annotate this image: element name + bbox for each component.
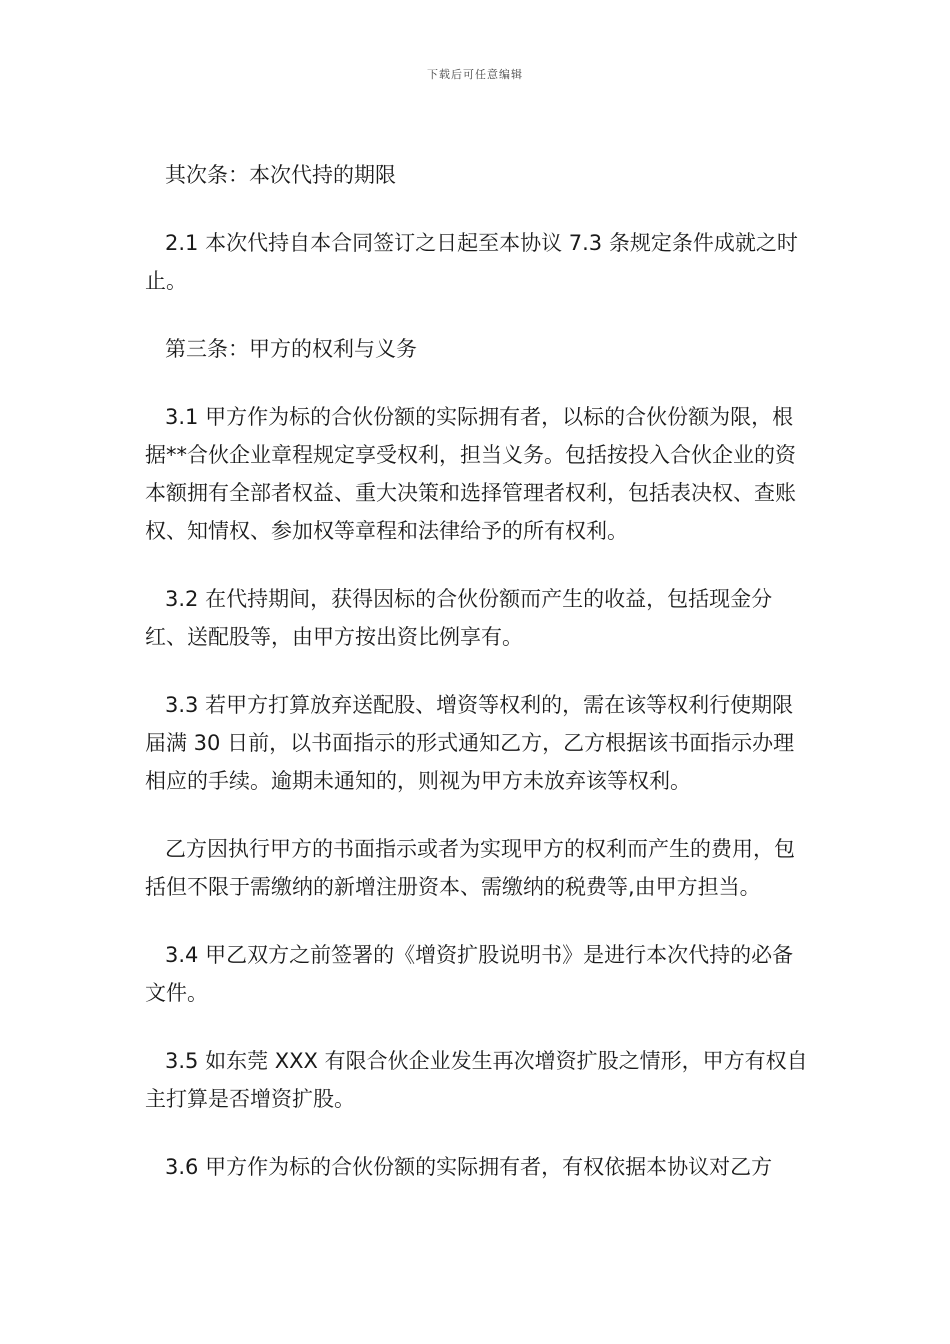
clause-3-4: 3.4 甲乙双方之前签署的《增资扩股说明书》是进行本次代持的必备文件。: [145, 943, 794, 1005]
clause-3-1: 3.1 甲方作为标的合伙份额的实际拥有者，以标的合伙份额为限，根据**合伙企业章程规定享受权利，担当义务。包括按投入合伙企业的资本额拥有全部者权益、重大决策和选择管理者权利，包括表决权、查账权、知情权、参加权等章程和法律给予的所有权利。: [145, 405, 796, 543]
clause-3-3: 3.3 若甲方打算放弃送配股、增资等权利的，需在该等权利行使期限届满 30 日前，以书面指示的形式通知乙方，乙方根据该书面指示办理相应的手续。逾期未通知的，则视为甲方未放弃该等权利。: [145, 693, 795, 793]
clause-3-2: 3.2 在代持期间，获得因标的合伙份额而产生的收益，包括现金分红、送配股等，由甲方按出资比例享有。: [145, 587, 773, 649]
clause-3-5: 3.5 如东莞 XXX 有限合伙企业发生再次增资扩股之情形，甲方有权自主打算是否增资扩股。: [145, 1049, 808, 1111]
clause-3-6: 3.6 甲方作为标的合伙份额的实际拥有者，有权依据本协议对乙方: [165, 1155, 773, 1179]
clause-3-3-expenses: 乙方因执行甲方的书面指示或者为实现甲方的权利而产生的费用，包括但不限于需缴纳的新增注册资本、需缴纳的税费等,由甲方担当。: [145, 837, 795, 899]
article-2-heading: 其次条：本次代持的期限: [165, 163, 396, 187]
clause-2-1: 2.1 本次代持自本合同签订之日起至本协议 7.3 条规定条件成就之时止。: [145, 231, 798, 293]
document-body: [145, 156, 810, 1216]
article-3-heading: 第三条：甲方的权利与义务: [165, 337, 417, 361]
page-header: 下载后可任意编辑: [427, 68, 523, 81]
